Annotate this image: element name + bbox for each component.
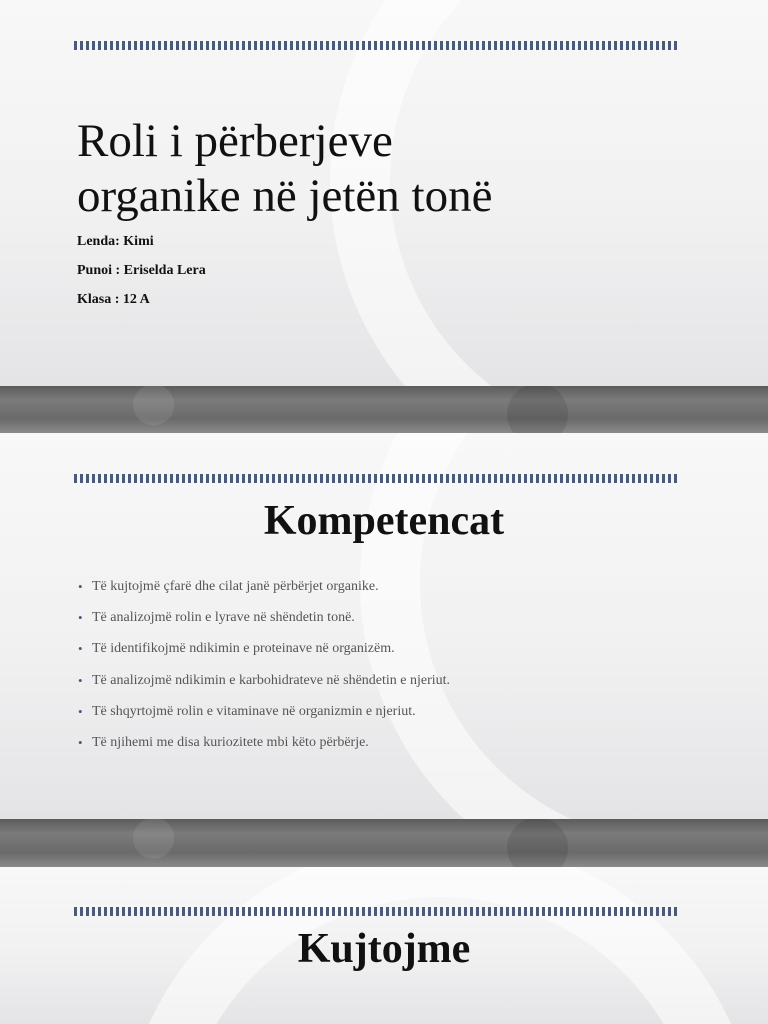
floor-texture [0, 386, 768, 433]
author-label: Punoi : Eriselda Lera [77, 263, 206, 278]
class-label: Klasa : 12 A [77, 292, 150, 307]
list-item: • Të analizojmë ndikimin e karbohidrateve në shëndetin e njeriut. [78, 670, 450, 701]
bullet-icon: • [78, 672, 83, 688]
slide-title: Roli i përberjeve organike në jetën tonë [77, 115, 493, 222]
bullet-icon: • [78, 579, 83, 594]
list-item: • Të kujtojmë çfarë dhe cilat janë përbërjet organike. [78, 576, 450, 607]
competency-list [78, 576, 450, 763]
decorative-stripe [74, 907, 678, 916]
list-item: • Të identifikojmë ndikimin e proteinave në organizëm. [78, 638, 450, 669]
bullet-icon: • [78, 703, 83, 719]
subject-label: Lenda: Kimi [77, 234, 154, 249]
list-item: • Të shqyrtojmë rolin e vitaminave në organizmin e njeriut. [78, 701, 450, 732]
decorative-stripe [74, 41, 678, 50]
bullet-icon: • [78, 641, 83, 657]
bullet-icon: • [78, 734, 83, 750]
decorative-stripe [74, 474, 678, 483]
slide-1 [0, 0, 768, 386]
floor-texture [0, 819, 768, 867]
slide-title: Kompetencat [263, 498, 505, 544]
slide-title: Kujtojme [297, 926, 471, 972]
list-item: • Të njihemi me disa kuriozitete mbi këto përbërje. [78, 732, 450, 763]
bullet-icon: • [78, 610, 83, 626]
list-item: • Të analizojmë rolin e lyrave në shëndetin tonë. [78, 607, 450, 638]
